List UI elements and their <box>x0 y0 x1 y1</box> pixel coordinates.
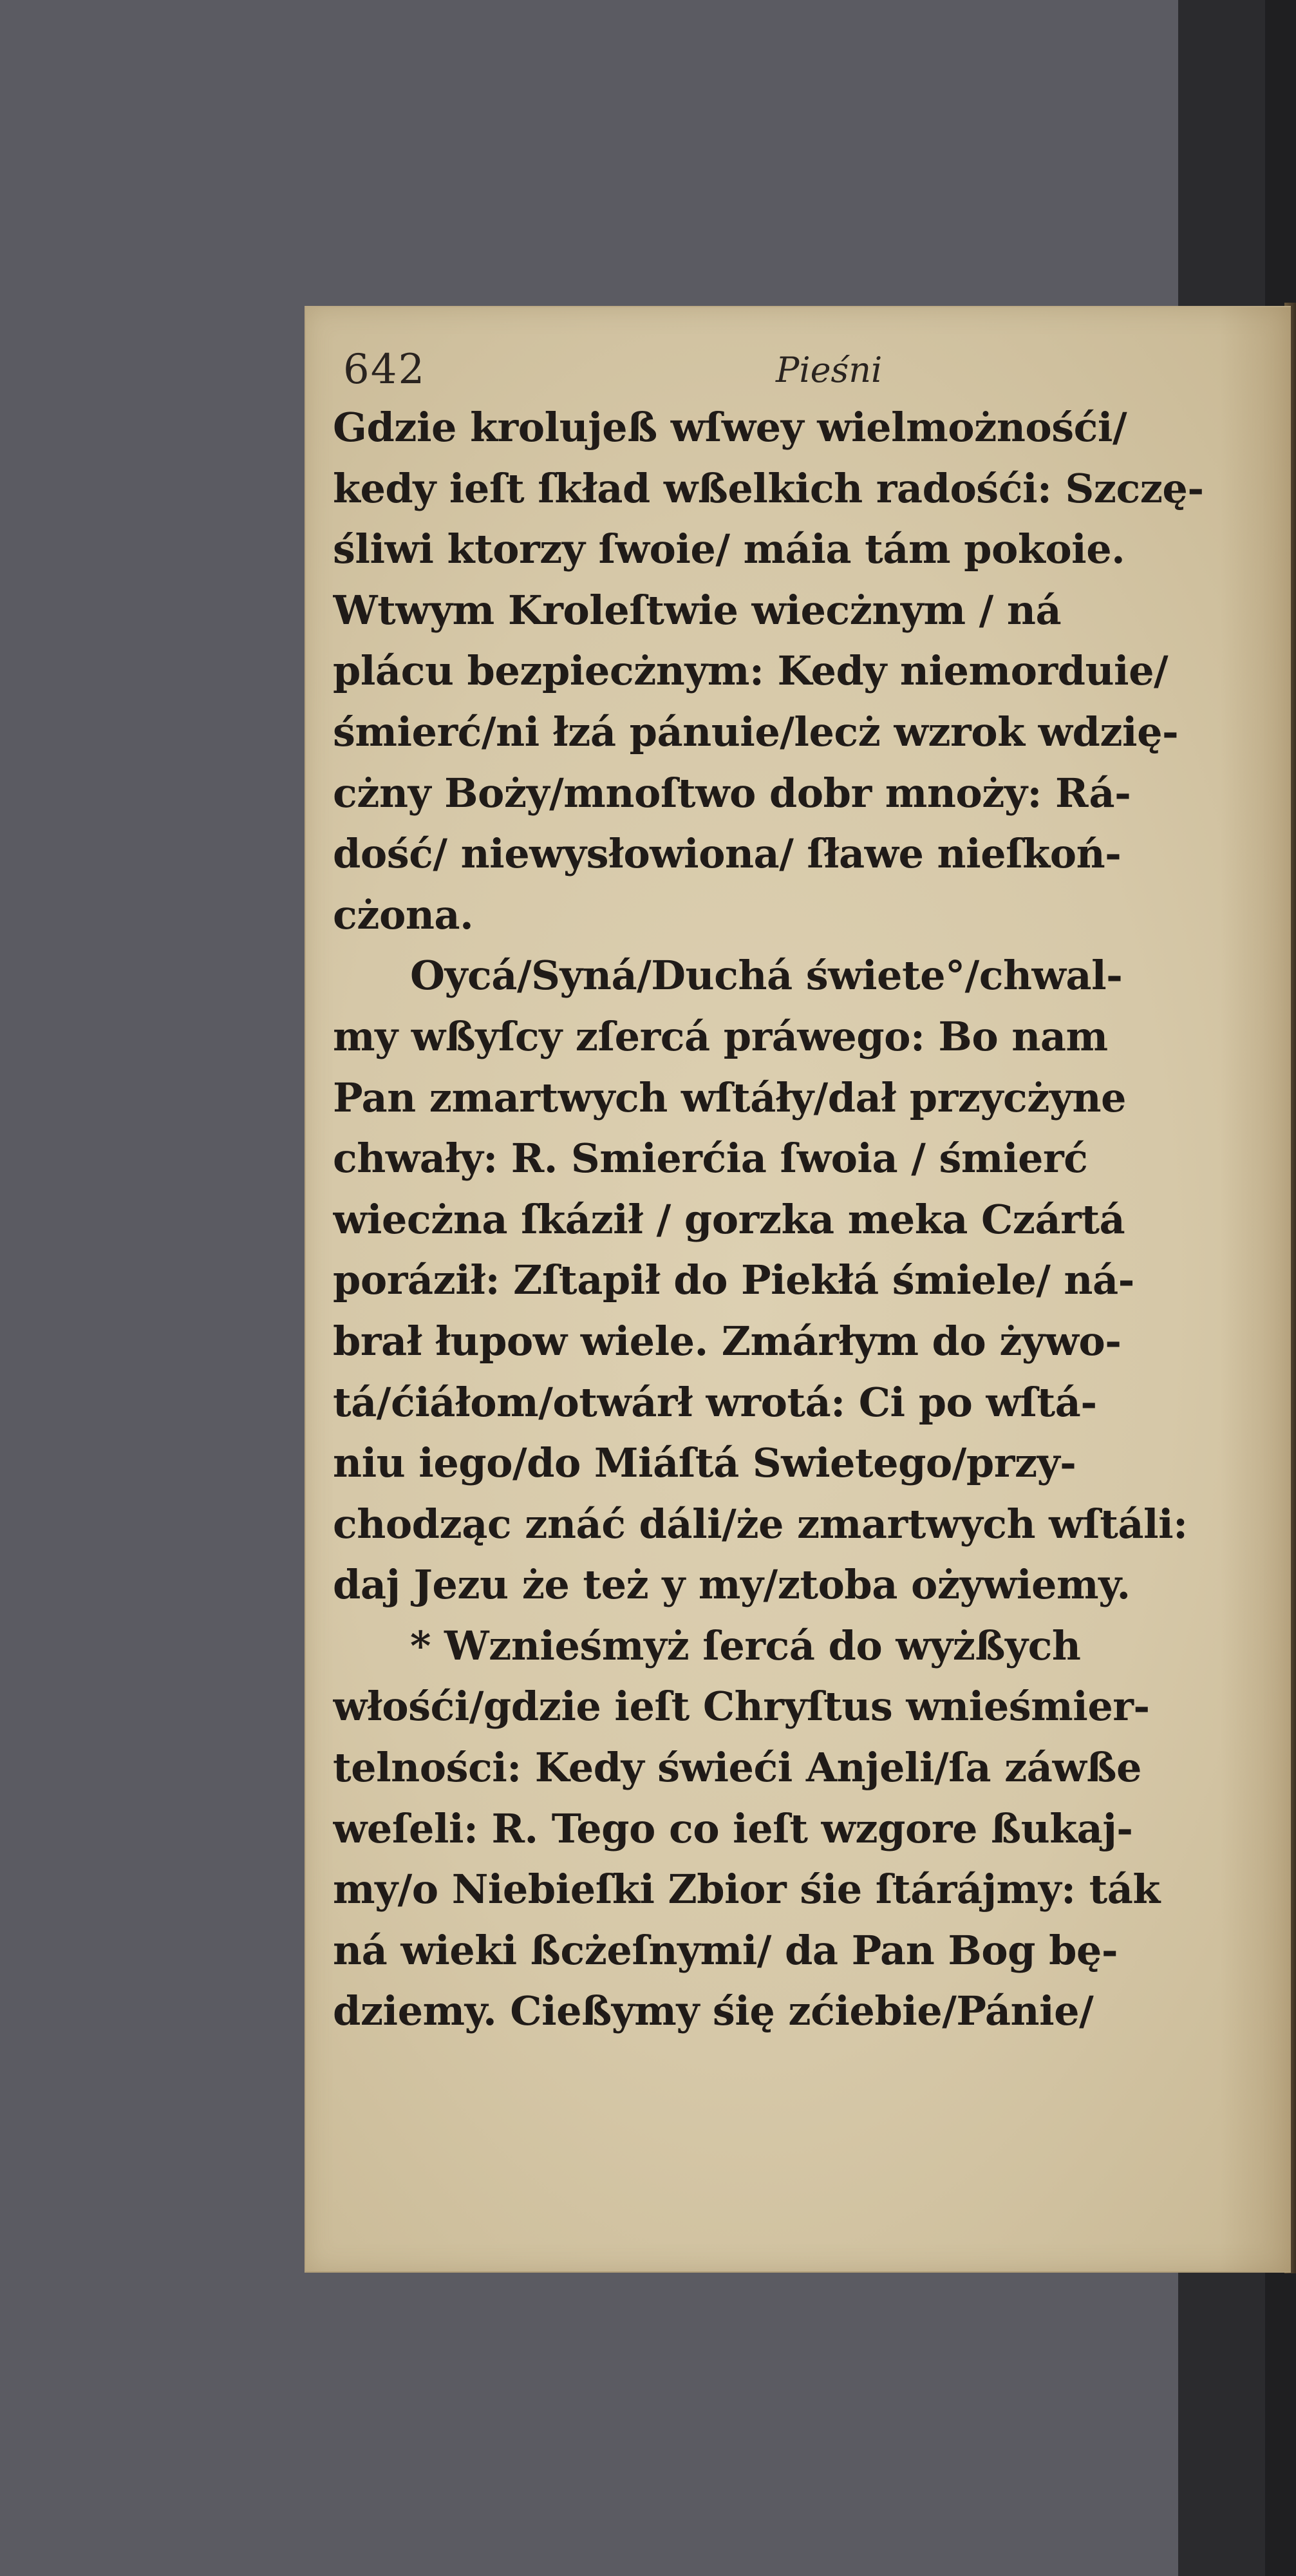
text-line: plácu bezpiecżnym: Kedy niemorduie/ <box>333 647 1169 695</box>
text-line: telności: Kedy świeći Anjeli/ſa záwße <box>333 1744 1141 1792</box>
text-line: chodząc znáć dáli/że zmartwych wſtáli: <box>333 1500 1188 1548</box>
text-line: Gdzie krolujeß wſwey wielmożnośći/ <box>333 404 1127 451</box>
text-line: ná wieki ßcżeſnymi/ da Pan Bog bę- <box>333 1926 1118 1974</box>
text-line: włośći/gdzie ieſt Chryſtus wnieśmier- <box>333 1683 1150 1730</box>
page-number: 642 <box>343 346 426 393</box>
text-line: śliwi ktorzy ſwoie/ máia tám pokoie. <box>333 526 1125 573</box>
text-block <box>333 397 1279 2042</box>
text-line: * Wznieśmyż ſercá do wyżßych <box>410 1622 1081 1669</box>
book-page <box>305 306 1291 2273</box>
text-line: my/o Niebieſki Zbior śie ſtárájmy: ták <box>333 1866 1160 1913</box>
text-line: niu iego/do Miáſtá Swietego/przy- <box>333 1439 1076 1487</box>
text-line: cżona. <box>333 891 474 938</box>
text-line: tá/ćiáłom/otwárł wrotá: Ci po wſtá- <box>333 1378 1097 1426</box>
text-line: chwały: R. Smierćia ſwoia / śmierć <box>333 1135 1088 1182</box>
text-line: poráził: Zſtapił do Piekłá śmiele/ ná- <box>333 1256 1134 1304</box>
text-line: kedy ieſt ſkład wßelkich radośći: Szczę- <box>333 464 1204 512</box>
text-line: Pan zmartwych wſtáły/dał przycżyne <box>333 1074 1126 1121</box>
text-line: dość/ niewysłowiona/ ſławe nieſkoń- <box>333 830 1122 878</box>
running-title: Pieśni <box>776 350 883 390</box>
text-line: daj Jezu że też y my/ztoba ożywiemy. <box>333 1561 1131 1609</box>
text-line: weſeli: R. Tego co ieſt wzgore ßukaj- <box>333 1804 1133 1852</box>
text-line: my wßyſcy zſercá práwego: Bo nam <box>333 1012 1108 1060</box>
text-line: Wtwym Kroleſtwie wiecżnym / ná <box>333 586 1062 634</box>
text-line: wiecżna ſkáził / gorzka meka Czártá <box>333 1195 1125 1243</box>
text-line: brał łupow wiele. Zmárłym do żywo- <box>333 1317 1122 1365</box>
text-line: cżny Boży/mnoſtwo dobr mnoży: Rá- <box>333 769 1131 817</box>
running-head <box>306 346 1291 397</box>
text-line: śmierć/ni łzá pánuie/lecż wzrok wdzię- <box>333 708 1179 755</box>
text-line: Oycá/Syná/Duchá świete°/chwal- <box>410 952 1123 999</box>
text-line: dziemy. Cießymy śię zćiebie/Pánie/ <box>333 1987 1094 2035</box>
